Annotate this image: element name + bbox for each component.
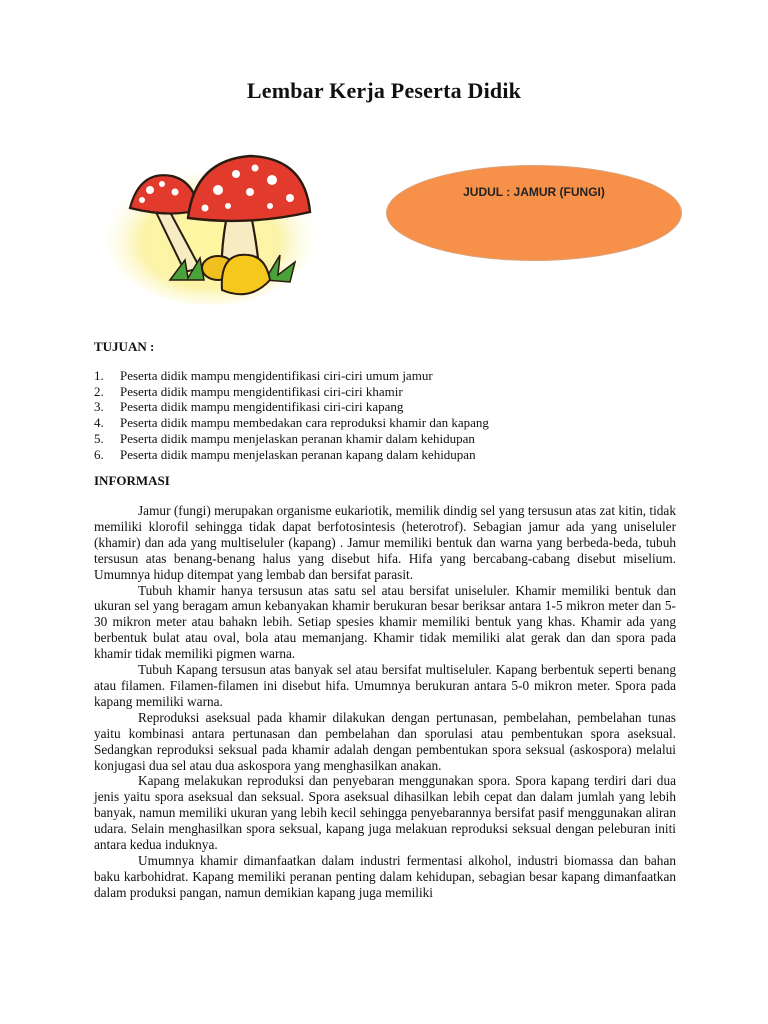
tujuan-heading: TUJUAN : (94, 339, 155, 354)
paragraph: Reproduksi aseksual pada khamir dilakukan dengan pertunasan, pembelahan, pembelahan tunas yaitu kombinasi antara pertunasan dan pembelahan dan sporulasi atau pembentukan spora aseksual. Sedangkan reproduksi seksual pada khamir adalah dengan pembentukan spora seksual (askospora) melalui konjugasi dua sel atau dua askospora yang menghasilkan anakan. (94, 709, 676, 773)
paragraph: Jamur (fungi) merupakan organisme eukariotik, memilik dindig sel yang tersusun atas zat kitin, tidak memiliki klorofil sehingga tidak dapat berfotosintesis (heterotrof). Sebagian jamur ada yang uniseluler (khamir) dan ada yang multiseluler (kapang) . Jamur memiliki bentuk dan warna yang berbeda-beda, tubuh tersusun atas benang-benang halus yang disebut hifa. Hifa yang bercabang-cabang disebut miselium. Umumnya hidup ditempat yang lembab dan bersifat parasit. (94, 503, 676, 582)
judul-label: JUDUL : JAMUR (FUNGI) (463, 185, 605, 199)
goal-item: 6. Peserta didik mampu menjelaskan peranan kapang dalam kehidupan (94, 446, 476, 462)
informasi-heading: INFORMASI (94, 473, 170, 488)
mushroom-illustration (100, 140, 315, 305)
goal-item: 4. Peserta didik mampu membedakan cara reproduksi khamir dan kapang (94, 415, 489, 431)
paragraph: Umumnya khamir dimanfaatkan dalam industri fermentasi alkohol, industri biomassa dan bahan baku karbohidrat. Kapang memiliki peranan penting dalam kehidupan, sebagian besar kapang dimanfaatkan dalam produksi pangan, namun demikian kapang juga memiliki (94, 852, 676, 900)
goal-item: 1. Peserta didik mampu mengidentifikasi ciri-ciri umum jamur (94, 368, 433, 383)
goals-list (94, 368, 694, 462)
page-title: Lembar Kerja Peserta Didik (246, 78, 522, 103)
title-oval (386, 165, 682, 261)
goal-item: 5. Peserta didik mampu menjelaskan peranan khamir dalam kehidupan (94, 430, 475, 446)
goal-item: 3. Peserta didik mampu mengidentifikasi ciri-ciri kapang (94, 399, 404, 415)
informasi-body (94, 503, 676, 901)
paragraph: Tubuh Kapang tersusun atas banyak sel atau bersifat multiseluler. Kapang berbentuk seperti benang atau filamen. Filamen-filamen ini disebut hifa. Umumnya berukuran antara 5-0 mikron meter. Spora pada kapang memiliki warna. (94, 662, 676, 709)
paragraph: Tubuh khamir hanya tersusun atas satu sel atau bersifat uniseluler. Khamir memiliki bentuk dan ukuran sel yang beragam amun kebanyakan khamir berukuran besar beriksar antara 1-5 mikron meter dan 5-30 mikron meter atau bahakn lebih. Setiap spesies khamir memiliki bentuk yang khas. Khamir ada yang berbentuk bulat atau oval, bola atau memanjang. Khamir tidak memiliki alat gerak dan dan spora pada khamir tidak memiliki pigmen warna. (94, 582, 676, 662)
goal-item: 2. Peserta didik mampu mengidentifikasi ciri-ciri khamir (94, 383, 403, 399)
paragraph: Kapang melakukan reproduksi dan penyebaran menggunakan spora. Spora kapang terdiri dari dua jenis yaitu spora aseksual dan seksual. Spora aseksual dihasilkan lebih cepat dan dalam jumlah yang lebih banyak, namun memiliki ukuran yang lebih kecil sehingga penyebarannya bersifat pasif menggunakan aliran udara. Selain menghasilkan spora seksual, kapang juga melakuan reproduksi seksual dengan peleburan initi antara kedua induknya. (94, 773, 676, 853)
